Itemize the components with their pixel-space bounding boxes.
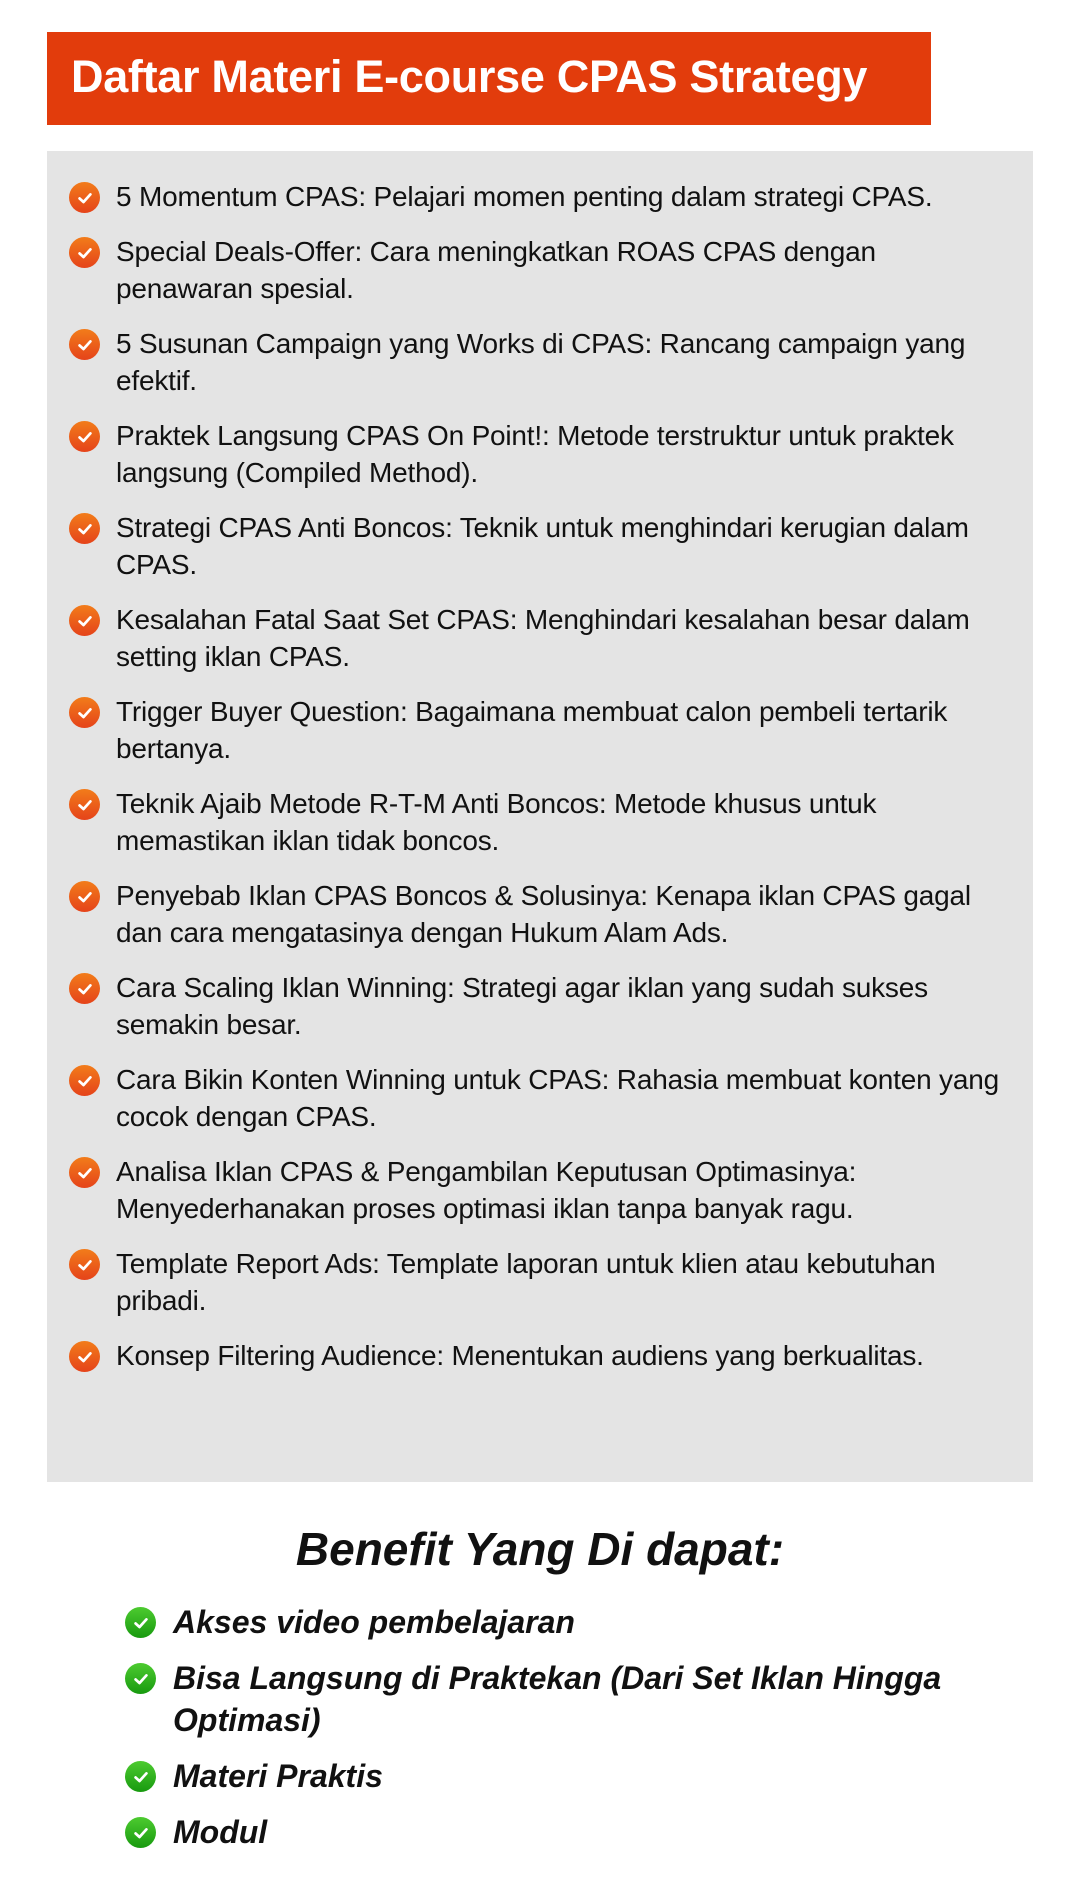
- course-list-item: [69, 601, 1009, 675]
- course-list-item-text: Kesalahan Fatal Saat Set CPAS: Menghindari kesalahan besar dalam setting iklan CPAS.: [116, 604, 970, 672]
- course-list-item: [69, 785, 1009, 859]
- orange-check-circle-icon: [69, 237, 100, 268]
- benefit-heading: Benefit Yang Di dapat:: [295, 1523, 785, 1575]
- benefit-list-item-text: Akses video pembelajaran: [173, 1604, 575, 1640]
- orange-check-circle-icon: [69, 1157, 100, 1188]
- course-list-item: [69, 325, 1009, 399]
- course-list-item-text: Strategi CPAS Anti Boncos: Teknik untuk menghindari kerugian dalam CPAS.: [116, 512, 969, 580]
- course-list-item-text: 5 Susunan Campaign yang Works di CPAS: Rancang campaign yang efektif.: [116, 328, 966, 396]
- orange-check-circle-icon: [69, 1065, 100, 1096]
- course-list-item: [69, 1337, 1009, 1374]
- course-list-item: [69, 178, 1009, 215]
- benefit-list-item-text: Materi Praktis: [173, 1758, 383, 1794]
- course-list-item-text: Template Report Ads: Template laporan untuk klien atau kebutuhan pribadi.: [116, 1248, 936, 1316]
- course-list-item-text: Cara Scaling Iklan Winning: Strategi agar iklan yang sudah sukses semakin besar.: [116, 972, 928, 1040]
- course-list-item: [69, 1245, 1009, 1319]
- orange-check-circle-icon: [69, 881, 100, 912]
- green-check-circle-icon: [125, 1761, 156, 1792]
- page-title: Daftar Materi E-course CPAS Strategy: [71, 51, 868, 102]
- orange-check-circle-icon: [69, 513, 100, 544]
- green-check-circle-icon: [125, 1607, 156, 1638]
- course-list-item-text: Cara Bikin Konten Winning untuk CPAS: Rahasia membuat konten yang cocok dengan CPAS.: [116, 1064, 999, 1132]
- course-list-item: [69, 1061, 1009, 1135]
- course-list-item: [69, 969, 1009, 1043]
- course-list-item: [69, 509, 1009, 583]
- course-list-item-text: Penyebab Iklan CPAS Boncos & Solusinya: Kenapa iklan CPAS gagal dan cara mengatasinya dengan Hukum Alam Ads.: [116, 880, 971, 948]
- course-materials-list: [69, 178, 1009, 1392]
- green-check-circle-icon: [125, 1817, 156, 1848]
- benefit-list-item: [125, 1811, 1005, 1853]
- course-list-item-text: Trigger Buyer Question: Bagaimana membuat calon pembeli tertarik bertanya.: [116, 696, 948, 764]
- course-list-item-text: Special Deals-Offer: Cara meningkatkan ROAS CPAS dengan penawaran spesial.: [116, 236, 876, 304]
- benefit-list: [125, 1601, 1005, 1867]
- course-list-item: [69, 417, 1009, 491]
- benefit-list-item-text: Bisa Langsung di Praktekan (Dari Set Iklan Hingga Optimasi): [173, 1660, 942, 1738]
- orange-check-circle-icon: [69, 605, 100, 636]
- course-list-item-text: Praktek Langsung CPAS On Point!: Metode terstruktur untuk praktek langsung (Compiled Method).: [116, 420, 954, 488]
- orange-check-circle-icon: [69, 1341, 100, 1372]
- title-banner: [47, 32, 931, 125]
- orange-check-circle-icon: [69, 697, 100, 728]
- orange-check-circle-icon: [69, 421, 100, 452]
- benefit-list-item: [125, 1657, 1005, 1741]
- orange-check-circle-icon: [69, 329, 100, 360]
- benefit-list-item: [125, 1755, 1005, 1797]
- benefit-list-item-text: Modul: [173, 1814, 268, 1850]
- course-list-item-text: Konsep Filtering Audience: Menentukan audiens yang berkualitas.: [116, 1340, 924, 1371]
- course-list-item-text: Teknik Ajaib Metode R-T-M Anti Boncos: Metode khusus untuk memastikan iklan tidak boncos.: [116, 788, 877, 856]
- benefit-list-item: [125, 1601, 1005, 1643]
- course-list-item-text: Analisa Iklan CPAS & Pengambilan Keputusan Optimasinya: Menyederhanakan proses optimasi iklan tanpa banyak ragu.: [116, 1156, 857, 1224]
- orange-check-circle-icon: [69, 182, 100, 213]
- course-list-item: [69, 877, 1009, 951]
- orange-check-circle-icon: [69, 789, 100, 820]
- course-materials-panel: [47, 151, 1033, 1482]
- course-list-item-text: 5 Momentum CPAS: Pelajari momen penting dalam strategi CPAS.: [116, 181, 933, 212]
- course-list-item: [69, 693, 1009, 767]
- course-list-item: [69, 1153, 1009, 1227]
- green-check-circle-icon: [125, 1663, 156, 1694]
- course-list-item: [69, 233, 1009, 307]
- orange-check-circle-icon: [69, 1249, 100, 1280]
- orange-check-circle-icon: [69, 973, 100, 1004]
